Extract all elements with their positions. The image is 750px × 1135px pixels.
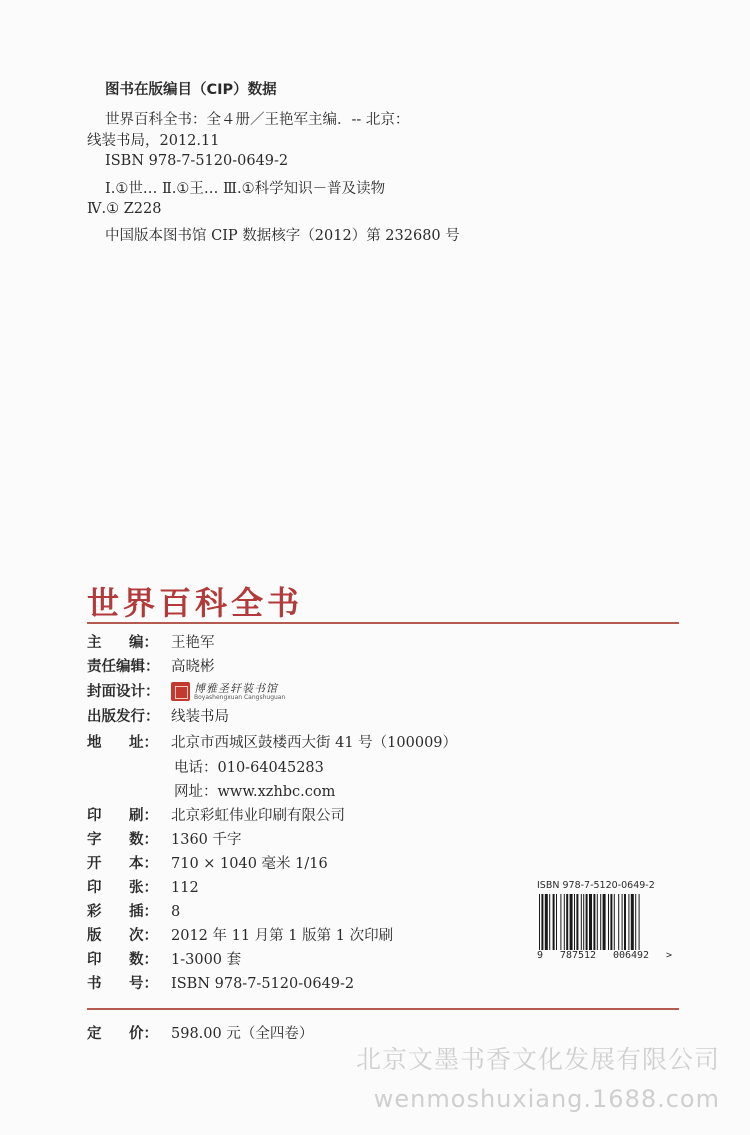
row-price: 定 价： 598.00 元（全四卷） [87, 1026, 314, 1042]
price-divider [87, 1008, 679, 1010]
barcode-isbn-text: ISBN 978-7-5120-0649-2 [537, 880, 655, 891]
row-color-plates: 彩 插： 8 [87, 904, 181, 920]
row-format: 开 本： 710 × 1040 毫米 1/16 [87, 856, 328, 872]
cip-line-classification: Ⅳ.① Z228 [87, 201, 162, 217]
address-value: 北京市西城区鼓楼西大街 41 号（100009） [171, 735, 458, 751]
barcode-digits: 9 787512 006492 > [537, 950, 672, 961]
row-editor: 主 编： 王艳军 [87, 635, 215, 651]
row-edition: 版 次： 2012 年 11 月第 1 版第 1 次印刷 [87, 928, 394, 944]
cip-line-subjects: Ⅰ.①世… Ⅱ.①王… Ⅲ.①科学知识－普及读物 [105, 181, 386, 197]
phone-line: 电话：010-64045283 [174, 760, 324, 776]
row-responsible-editor: 责任编辑： 高晓彬 [87, 659, 215, 675]
row-print-run: 印 数： 1-3000 套 [87, 952, 242, 968]
row-address: 地 址： 北京市西城区鼓楼西大街 41 号（100009） [87, 735, 458, 751]
row-sheets: 印 张： 112 [87, 880, 199, 896]
cip-title: 图书在版编目（CIP）数据 [105, 82, 277, 98]
seal-icon [171, 682, 190, 701]
responsible-editor-value: 高晓彬 [171, 659, 215, 675]
watermark-company: 北京文墨书香文化发展有限公司 [355, 1045, 720, 1074]
publisher-value: 线装书局 [171, 709, 229, 725]
row-word-count: 字 数： 1360 千字 [87, 832, 242, 848]
cover-design-logo: 博雅圣轩装书馆 Boyashengxuan Cangshuguan [171, 682, 285, 701]
cip-line-isbn: ISBN 978-7-5120-0649-2 [105, 153, 289, 169]
book-title: 世界百科全书 [87, 584, 304, 622]
watermark-url: wenmoshuxiang.1688.com [373, 1085, 720, 1113]
title-divider [87, 622, 679, 624]
website-line: 网址：www.xzhbc.com [174, 784, 336, 800]
barcode-bars [537, 894, 672, 952]
row-printer: 印 刷： 北京彩虹伟业印刷有限公司 [87, 808, 345, 824]
row-book-number: 书 号： ISBN 978-7-5120-0649-2 [87, 976, 355, 992]
row-cover-design: 封面设计： 博雅圣轩装书馆 Boyashengxuan Cangshuguan [87, 681, 286, 701]
editor-value: 王艳军 [171, 635, 215, 651]
row-publisher: 出版发行： 线装书局 [87, 709, 229, 725]
cip-line-title: 世界百科全书：全４册／王艳军主编．-- 北京： [105, 112, 410, 128]
cip-line-record-number: 中国版本图书馆 CIP 数据核字（2012）第 232680 号 [105, 228, 460, 244]
cip-line-publisher: 线装书局，2012.11 [87, 133, 220, 149]
